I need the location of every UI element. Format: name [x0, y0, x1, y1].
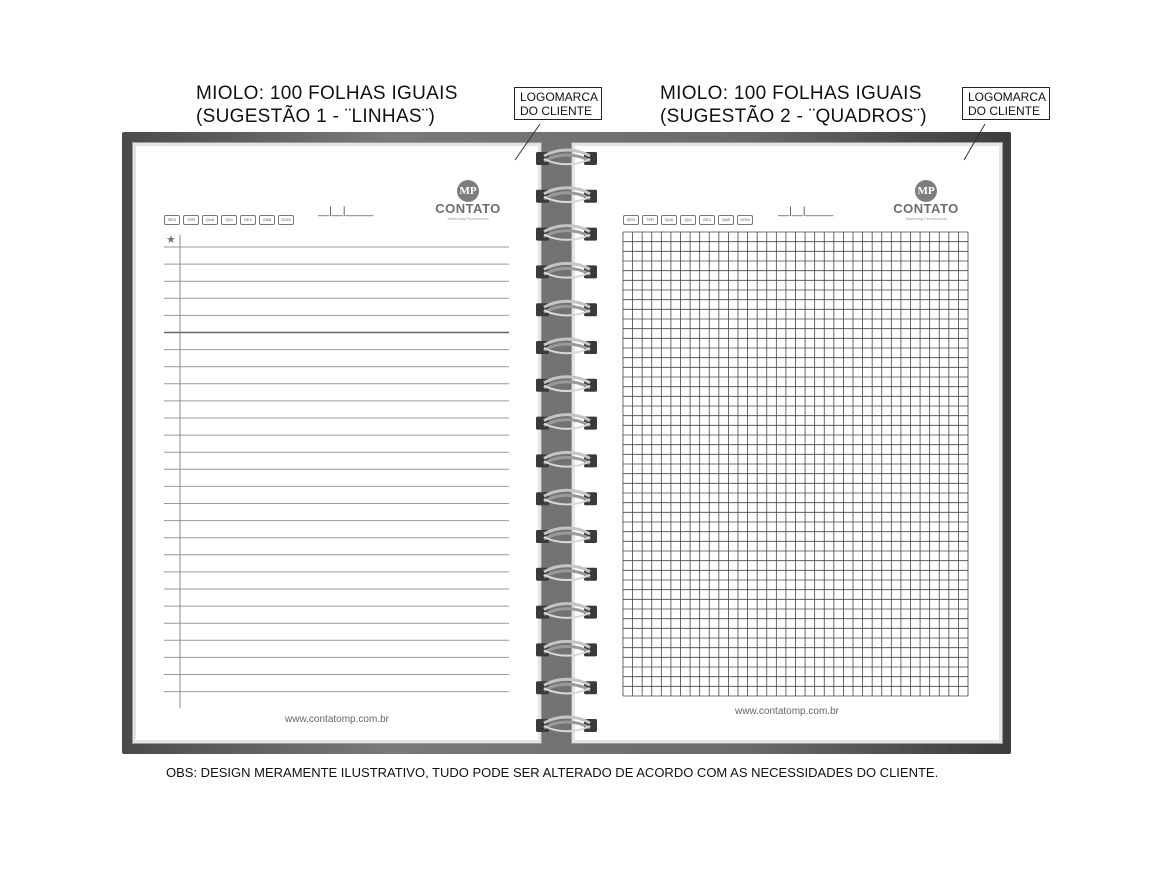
weekday-box[interactable]: QUA — [202, 215, 218, 225]
logo-label-line1: LOGOMARCA — [520, 90, 599, 104]
left-heading-line1: MIOLO: 100 FOLHAS IGUAIS — [196, 83, 458, 104]
left-heading-line2: (SUGESTÃO 1 - ¨LINHAS¨) — [196, 106, 436, 127]
brand-name: CONTATO — [893, 201, 959, 216]
obs-note: OBS: DESIGN MERAMENTE ILUSTRATIVO, TUDO PODE SER ALTERADO DE ACORDO COM AS NECESSIDADES DO CLIENTE. — [166, 765, 939, 780]
weekday-box[interactable]: DOM — [278, 215, 294, 225]
brand-name: CONTATO — [435, 201, 501, 216]
weekday-box[interactable]: TER — [183, 215, 199, 225]
brand-mark-icon: MP — [457, 180, 479, 202]
brand-subtitle: Marketing Promocional — [447, 216, 489, 221]
star-icon: ★ — [166, 234, 176, 246]
right-heading-line2: (SUGESTÃO 2 - ¨QUADROS¨) — [660, 106, 927, 127]
brand-mark-icon: MP — [915, 180, 937, 202]
left-date-field[interactable]: __|__|_____ — [318, 206, 374, 217]
right-client-logo-placeholder — [962, 87, 1050, 120]
logo-label-line2: DO CLIENTE — [520, 104, 593, 118]
weekday-box[interactable]: SEX — [699, 215, 715, 225]
weekday-box[interactable]: DOM — [737, 215, 753, 225]
weekday-box[interactable]: SEX — [240, 215, 256, 225]
weekday-box[interactable]: QUI — [680, 215, 696, 225]
logo-label-line2: DO CLIENTE — [968, 104, 1041, 118]
left-client-logo-placeholder — [514, 87, 602, 120]
weekday-box[interactable]: TER — [642, 215, 658, 225]
brand-subtitle: Marketing Promocional — [905, 216, 947, 221]
right-footer-url[interactable]: www.contatomp.com.br — [735, 706, 839, 717]
weekday-box[interactable]: SAB — [259, 215, 275, 225]
left-footer-url[interactable]: www.contatomp.com.br — [285, 714, 389, 725]
weekday-box[interactable]: QUI — [221, 215, 237, 225]
weekday-box[interactable]: QUA — [661, 215, 677, 225]
right-date-field[interactable]: __|__|_____ — [778, 206, 834, 217]
weekday-box[interactable]: SEG — [164, 215, 180, 225]
logo-label-line1: LOGOMARCA — [968, 90, 1047, 104]
weekday-box[interactable]: SAB — [718, 215, 734, 225]
weekday-box[interactable]: SEG — [623, 215, 639, 225]
right-heading-line1: MIOLO: 100 FOLHAS IGUAIS — [660, 83, 922, 104]
